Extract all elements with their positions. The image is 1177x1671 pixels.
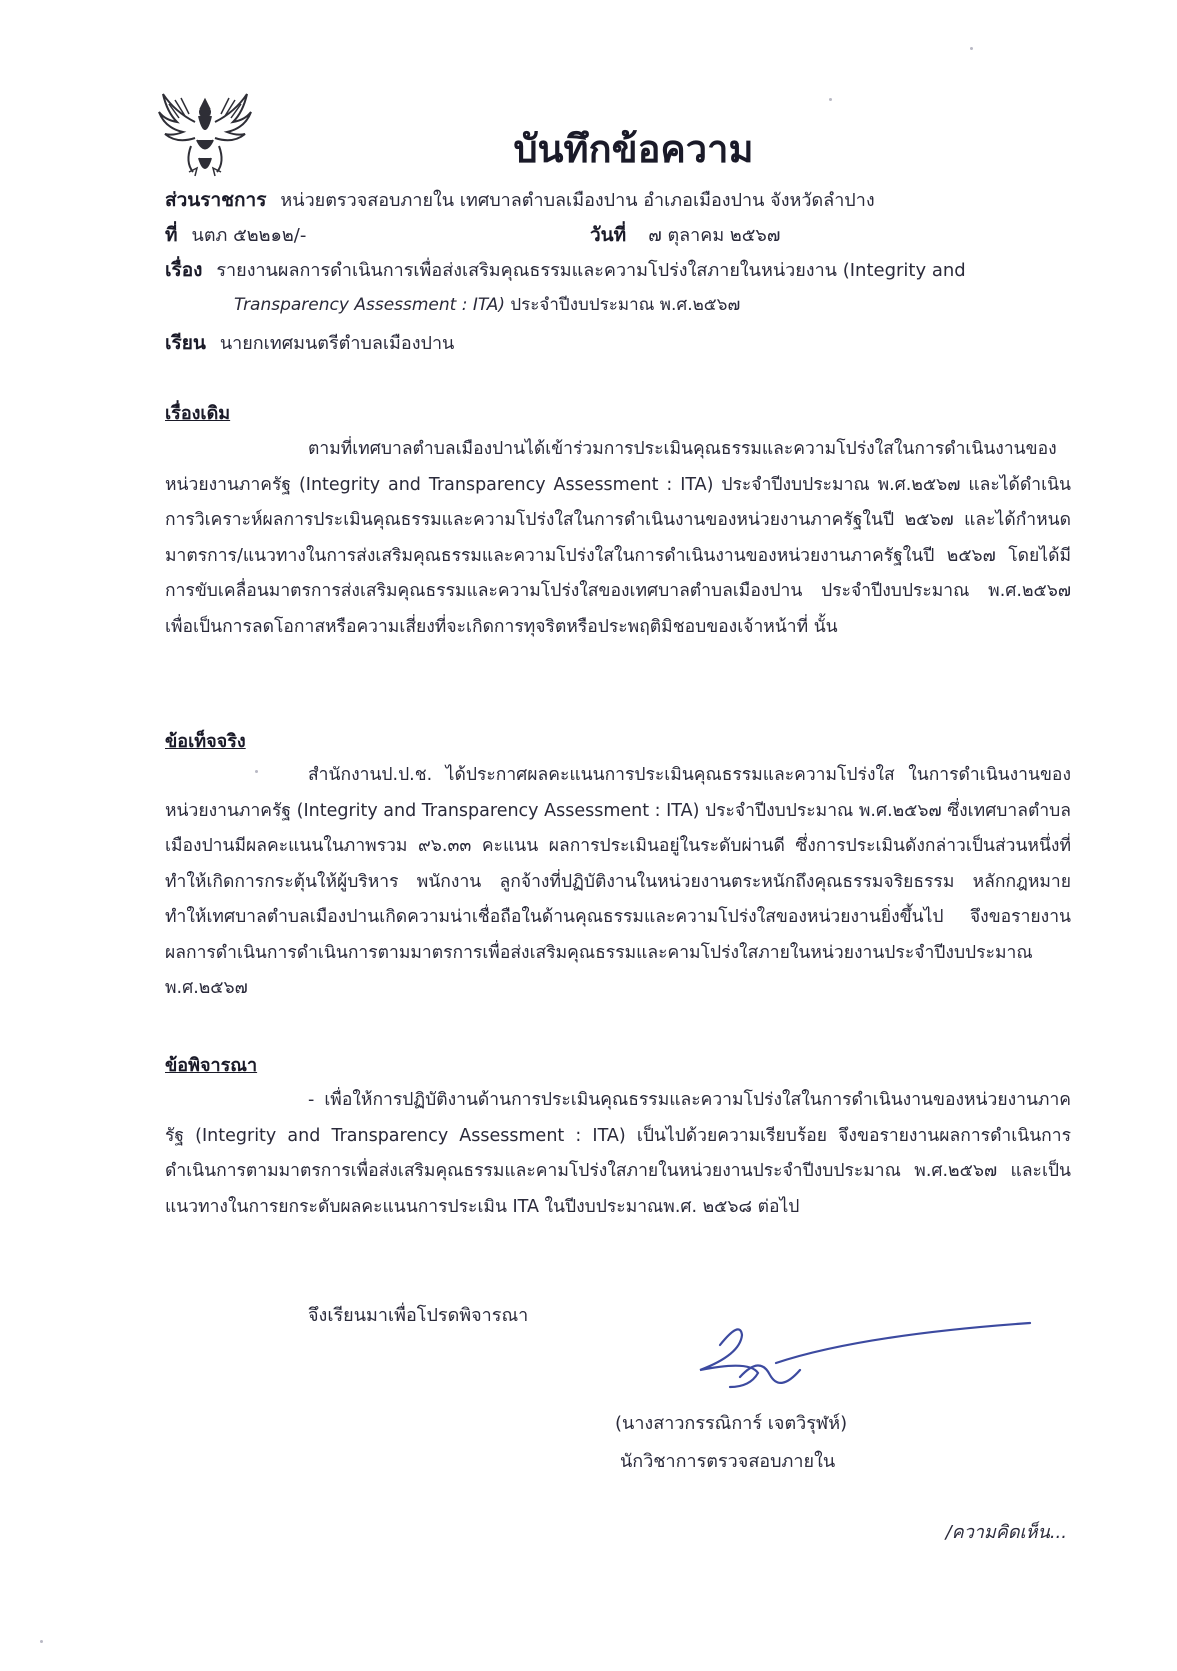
date-value: ๗ ตุลาคม ๒๕๖๗	[648, 225, 781, 246]
section-heading-background: เรื่องเดิม	[165, 403, 231, 424]
section-body-facts	[165, 758, 1071, 1007]
signer-name: (นางสาวกรรณิการ์ เจตวิรุฬห์)	[615, 1413, 848, 1434]
subject-line-2-rest: ประจำปีงบประมาณ พ.ศ.๒๕๖๗	[504, 295, 741, 315]
agency-value: หน่วยตรวจสอบภายใน เทศบาลตำบลเมืองปาน อำเภอเมืองปาน จังหวัดลำปาง	[280, 190, 875, 211]
consideration-text: - เพื่อให้การปฏิบัติงานด้านการประเมินคุณธรรมและความโปร่งใสในการดำเนินงานของหน่วยงานภาครัฐ (Integrity and Transparency Assessment : ITA) เป็นไปด้วยความเรียบร้อย จึงขอรายงานผลการดำเนินการดำเนินการตามมาตรการเพื่อส่งเสริมคุณธรรมและคามโปร่งใสภายในหน่วยงานประจำปีงบประมาณ พ.ศ.๒๕๖๗ และเป็นแนวทางในการยกระดับผลคะแนนการประเมิน ITA ในปีงบประมาณพ.ศ. ๒๕๖๘ ต่อไป	[165, 1090, 1071, 1217]
header-date	[590, 220, 780, 250]
background-text: ตามที่เทศบาลตำบลเมืองปานได้เข้าร่วมการประเมินคุณธรรมและความโปร่งใสในการดำเนินงานของหน่วยงานภาครัฐ (Integrity and Transparency Assessment : ITA) ประจำปีงบประมาณ พ.ศ.๒๕๖๗ และได้ดำเนินการวิเคราะห์ผลการประเมินคุณธรรมและความโปร่งใสในการดำเนินงานของหน่วยงานภาครัฐในปี ๒๕๖๗ และได้กำหนดมาตรการ/แนวทางในการส่งเสริมคุณธรรมและความโปร่งใสในการดำเนินงานของหน่วยงานภาครัฐในปี ๒๕๖๗ โดยได้มีการขับเคลื่อนมาตรการส่งเสริมคุณธรรมและความโปร่งใสของเทศบาลตำบลเมืองปาน ประจำปีงบประมาณ พ.ศ.๒๕๖๗ เพื่อเป็นการลดโอกาสหรือความเสี่ยงที่จะเกิดการทุจริตหรือประพฤติมิชอบของเจ้าหน้าที่ นั้น	[165, 439, 1071, 637]
closing-line: จึงเรียนมาเพื่อโปรดพิจารณา	[308, 1305, 529, 1326]
section-heading-consideration: ข้อพิจารณา	[165, 1055, 258, 1076]
signer-position: นักวิชาการตรวจสอบภายใน	[620, 1451, 836, 1472]
header-agency	[165, 185, 875, 215]
scan-speck	[970, 47, 973, 50]
subject-line-2	[234, 291, 740, 318]
scan-speck	[40, 1640, 43, 1643]
date-label: วันที่	[590, 224, 627, 246]
agency-label: ส่วนราชการ	[165, 189, 267, 211]
handwritten-signature	[680, 1315, 1050, 1405]
facts-text: สำนักงานป.ป.ช. ได้ประกาศผลคะแนนการประเมินคุณธรรมและความโปร่งใส ในการดำเนินงานของหน่วยงานภาครัฐ (Integrity and Transparency Assessment : ITA) ประจำปีงบประมาณ พ.ศ.๒๕๖๗ ซึ่งเทศบาลตำบลเมืองปานมีผลคะแนนในภาพรวม ๙๖.๓๓ คะแนน ผลการประเมินอยู่ในระดับผ่านดี ซึ่งการประเมินดังกล่าวเป็นส่วนหนึ่งที่ทำให้เกิดการกระตุ้นให้ผู้บริหาร พนักงาน ลูกจ้างที่ปฏิบัติงานในหน่วยงานตระหนักถึงคุณธรรมจริยธรรม หลักกฎหมาย ทำให้เทศบาลตำบลเมืองปานเกิดความน่าเชื่อถือในด้านคุณธรรมและความโปร่งใสของหน่วยงานยิ่งขึ้นไป จึงขอรายงานผลการดำเนินการดำเนินการตามมาตรการเพื่อส่งเสริมคุณธรรมและคามโปร่งใสภายในหน่วยงานประจำปีงบประมาณ พ.ศ.๒๕๖๗	[165, 765, 1071, 998]
scan-speck	[255, 770, 258, 773]
ref-label: ที่	[165, 224, 178, 246]
section-body-consideration	[165, 1083, 1071, 1225]
section-heading-facts: ข้อเท็จจริง	[165, 731, 246, 752]
scan-speck	[829, 98, 832, 101]
section-body-background	[165, 432, 1071, 645]
continuation-marker: /ความคิดเห็น...	[945, 1522, 1067, 1543]
ref-value: นตภ ๕๒๒๑๒/-	[191, 225, 307, 246]
recipient-label: เรียน	[165, 332, 206, 354]
header-recipient	[165, 328, 454, 358]
header-subject	[165, 255, 966, 285]
memo-title: บันทึกข้อความ	[513, 127, 754, 171]
recipient-value: นายกเทศมนตรีตำบลเมืองปาน	[219, 333, 455, 354]
subject-line-2-italic: Transparency Assessment : ITA)	[234, 295, 505, 315]
subject-line-1: รายงานผลการดำเนินการเพื่อส่งเสริมคุณธรรมและความโปร่งใสภายในหน่วยงาน (Integrity and	[216, 260, 966, 281]
header-reference	[165, 220, 306, 250]
subject-label: เรื่อง	[165, 259, 203, 281]
